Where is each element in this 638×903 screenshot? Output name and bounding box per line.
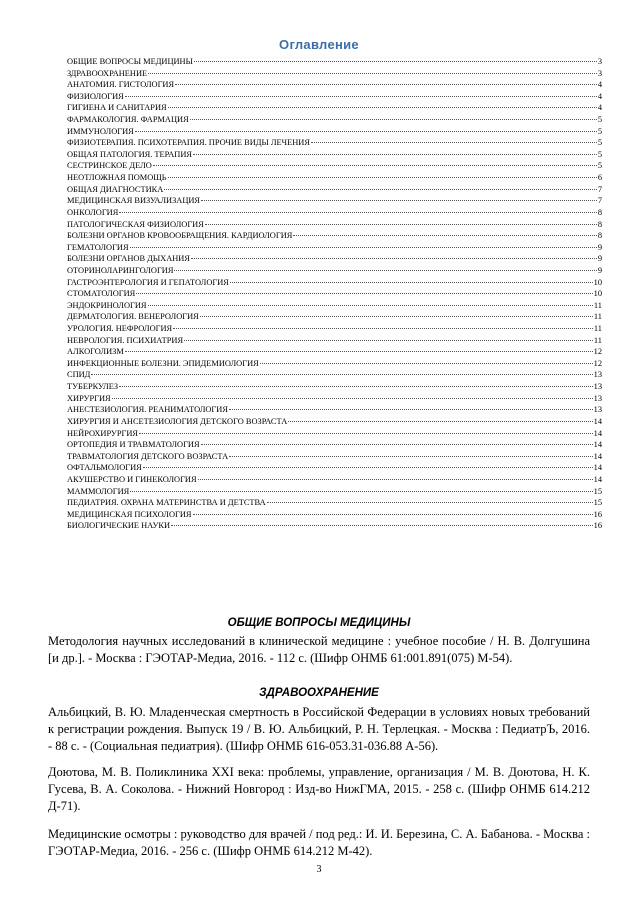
- toc-entry[interactable]: [67, 126, 602, 138]
- toc-entry-page: 14: [593, 428, 602, 438]
- toc-entry[interactable]: [67, 381, 602, 393]
- toc-entry-page: 16: [593, 509, 602, 519]
- toc-entry-page: 13: [593, 382, 602, 392]
- toc-dot-leader: [119, 386, 593, 387]
- toc-entry-page: 14: [593, 440, 602, 450]
- toc-entry-page: 5: [597, 161, 602, 171]
- toc-entry-page: 12: [593, 347, 602, 357]
- toc-dot-leader: [136, 293, 592, 294]
- toc-entry[interactable]: [67, 439, 602, 451]
- toc-entry-page: 9: [597, 242, 602, 252]
- toc-entry-label: ПАТОЛОГИЧЕСКАЯ ФИЗИОЛОГИЯ: [67, 219, 204, 229]
- toc-dot-leader: [168, 107, 597, 108]
- toc-entry-label: ТРАВМАТОЛОГИЯ ДЕТСКОГО ВОЗРАСТА: [67, 451, 229, 461]
- toc-dot-leader: [130, 247, 597, 248]
- toc-entry[interactable]: [67, 323, 602, 335]
- toc-entry-page: 9: [597, 265, 602, 275]
- toc-dot-leader: [125, 351, 593, 352]
- bibliography-entry: Доютова, М. В. Поликлиника XXI века: проблемы, управление, организация / М. В. Доютова, Н. К. Гусева, В. А. Соколова. - Нижний Новгород : Изд-во НижГМА, 2015. - 258 с. (Шифр ОНМБ 614.212 Д-71).: [48, 765, 590, 813]
- toc-entry-page: 6: [597, 173, 602, 183]
- toc-entry-label: ГЕМАТОЛОГИЯ: [67, 242, 129, 252]
- toc-entry[interactable]: [67, 160, 602, 172]
- section-heading-general-medicine: ОБЩИЕ ВОПРОСЫ МЕДИЦИНЫ: [227, 617, 411, 629]
- toc-entry[interactable]: [67, 79, 602, 91]
- toc-entry-page: 15: [593, 498, 602, 508]
- toc-entry-label: СЕСТРИНСКОЕ ДЕЛО: [67, 161, 152, 171]
- toc-dot-leader: [267, 502, 593, 503]
- toc-entry[interactable]: [67, 242, 602, 254]
- bibliography-entry: Медицинские осмотры : руководство для врачей / под ред.: И. И. Березина, С. А. Бабанова. - Москва : ГЭОТАР-Медиа, 2016. - 256 с. (Шифр ОНМБ 614.212 М-42).: [48, 827, 590, 858]
- toc-dot-leader: [311, 142, 597, 143]
- toc-entry[interactable]: [67, 207, 602, 219]
- toc-entry-page: 13: [593, 405, 602, 415]
- toc-entry[interactable]: [67, 520, 602, 532]
- toc-entry-page: 11: [593, 335, 602, 345]
- toc-entry-page: 5: [597, 115, 602, 125]
- toc-entry-label: ДЕРМАТОЛОГИЯ. ВЕНЕРОЛОГИЯ: [67, 312, 199, 322]
- toc-entry-label: АЛКОГОЛИЗМ: [67, 347, 124, 357]
- toc-entry[interactable]: [67, 68, 602, 80]
- toc-entry[interactable]: [67, 195, 602, 207]
- toc-dot-leader: [130, 491, 592, 492]
- toc-dot-leader: [153, 165, 597, 166]
- toc-entry-page: 10: [593, 277, 602, 287]
- toc-entry-page: 14: [593, 451, 602, 461]
- toc-entry-label: ФИЗИОТЕРАПИЯ. ПСИХОТЕРАПИЯ. ПРОЧИЕ ВИДЫ ЛЕЧЕНИЯ: [67, 138, 310, 148]
- toc-entry-label: НЕЙРОХИРУРГИЯ: [67, 428, 138, 438]
- toc-entry-label: ГИГИЕНА И САНИТАРИЯ: [67, 103, 167, 113]
- table-of-contents: [67, 56, 602, 532]
- toc-entry-label: АНАТОМИЯ. ГИСТОЛОГИЯ: [67, 80, 175, 90]
- toc-entry[interactable]: [67, 277, 602, 289]
- toc-entry[interactable]: [67, 102, 602, 114]
- toc-dot-leader: [139, 433, 593, 434]
- toc-entry[interactable]: [67, 451, 602, 463]
- toc-dot-leader: [171, 525, 593, 526]
- toc-entry[interactable]: [67, 346, 602, 358]
- toc-dot-leader: [194, 61, 597, 62]
- toc-entry[interactable]: [67, 428, 602, 440]
- toc-dot-leader: [201, 200, 597, 201]
- toc-entry[interactable]: [67, 497, 602, 509]
- toc-dot-leader: [173, 328, 593, 329]
- toc-entry-label: ХИРУРГИЯ: [67, 393, 111, 403]
- toc-entry[interactable]: [67, 474, 602, 486]
- toc-entry[interactable]: [67, 288, 602, 300]
- toc-entry-label: ПЕДИАТРИЯ. ОХРАНА МАТЕРИНСТВА И ДЕТСТВА: [67, 498, 266, 508]
- toc-dot-leader: [174, 270, 596, 271]
- toc-entry-page: 5: [597, 138, 602, 148]
- toc-entry-label: СТОМАТОЛОГИЯ: [67, 289, 136, 299]
- toc-entry-page: 11: [593, 324, 602, 334]
- toc-entry-label: СПИД: [67, 370, 91, 380]
- toc-entry[interactable]: [67, 230, 602, 242]
- bibliography-entry: Альбицкий, В. Ю. Младенческая смертность в Российской Федерации в условиях новых требований к регистрации рождения. Выпуск 19 / В. Ю. Альбицкий, Р. Н. Терлецкая. - Москва : ПедиатрЪ, 2016. - 88 с. - (Социальная педиатрия). (Шифр ОНМБ 616-053.31-036.88 А-56).: [48, 705, 590, 753]
- toc-dot-leader: [198, 479, 593, 480]
- toc-dot-leader: [293, 235, 596, 236]
- toc-dot-leader: [135, 131, 597, 132]
- toc-entry-page: 14: [593, 416, 602, 426]
- toc-entry-label: БОЛЕЗНИ ОРГАНОВ КРОВООБРАЩЕНИЯ. КАРДИОЛОГИЯ: [67, 231, 293, 241]
- toc-dot-leader: [125, 96, 597, 97]
- toc-dot-leader: [148, 305, 593, 306]
- toc-dot-leader: [191, 258, 597, 259]
- toc-entry-page: 11: [593, 300, 602, 310]
- toc-entry-label: ОБЩАЯ ПАТОЛОГИЯ. ТЕРАПИЯ: [67, 149, 192, 159]
- toc-entry-label: НЕВРОЛОГИЯ. ПСИХИАТРИЯ: [67, 335, 184, 345]
- toc-entry-page: 13: [593, 370, 602, 380]
- toc-entry[interactable]: [67, 219, 602, 231]
- toc-entry-label: МЕДИЦИНСКАЯ ВИЗУАЛИЗАЦИЯ: [67, 196, 201, 206]
- toc-dot-leader: [230, 282, 593, 283]
- toc-dot-leader: [91, 374, 592, 375]
- toc-dot-leader: [200, 316, 593, 317]
- toc-entry-page: 8: [597, 219, 602, 229]
- toc-dot-leader: [164, 189, 597, 190]
- toc-dot-leader: [184, 340, 593, 341]
- toc-entry[interactable]: [67, 311, 602, 323]
- toc-entry-page: 11: [593, 312, 602, 322]
- toc-entry-page: 15: [593, 486, 602, 496]
- toc-entry-label: ОФТАЛЬМОЛОГИЯ: [67, 463, 142, 473]
- toc-entry-label: ТУБЕРКУЛЕЗ: [67, 382, 119, 392]
- toc-entry-page: 8: [597, 207, 602, 217]
- toc-entry[interactable]: [67, 253, 602, 265]
- toc-entry[interactable]: [67, 369, 602, 381]
- toc-entry-page: 7: [597, 196, 602, 206]
- toc-entry-page: 9: [597, 254, 602, 264]
- toc-title: Оглавление: [279, 37, 359, 52]
- toc-entry-label: БОЛЕЗНИ ОРГАНОВ ДЫХАНИЯ: [67, 254, 190, 264]
- toc-dot-leader: [119, 212, 597, 213]
- toc-entry-label: УРОЛОГИЯ. НЕФРОЛОГИЯ: [67, 324, 173, 334]
- toc-entry-page: 12: [593, 358, 602, 368]
- toc-entry-label: ФАРМАКОЛОГИЯ. ФАРМАЦИЯ: [67, 115, 189, 125]
- toc-dot-leader: [148, 73, 597, 74]
- toc-entry-page: 4: [597, 80, 602, 90]
- toc-entry-page: 8: [597, 231, 602, 241]
- toc-dot-leader: [229, 456, 592, 457]
- toc-entry-label: НЕОТЛОЖНАЯ ПОМОЩЬ: [67, 173, 167, 183]
- toc-entry-label: МАММОЛОГИЯ: [67, 486, 130, 496]
- toc-entry[interactable]: [67, 91, 602, 103]
- toc-entry-label: ЗДРАВООХРАНЕНИЕ: [67, 68, 148, 78]
- toc-entry-page: 3: [597, 57, 602, 66]
- bibliography-entry: Методология научных исследований в клинической медицине : учебное пособие / Н. В. Долгушина [и др.]. - Москва : ГЭОТАР-Медиа, 2016. - 112 с. (Шифр ОНМБ 61:001.891(075) М-54).: [48, 634, 590, 665]
- toc-dot-leader: [193, 154, 597, 155]
- toc-entry-page: 10: [593, 289, 602, 299]
- toc-dot-leader: [229, 409, 593, 410]
- toc-entry[interactable]: [67, 300, 602, 312]
- toc-entry-page: 4: [597, 91, 602, 101]
- toc-dot-leader: [112, 398, 593, 399]
- toc-entry-label: МЕДИЦИНСКАЯ ПСИХОЛОГИЯ: [67, 509, 192, 519]
- toc-entry-label: ИНФЕКЦИОННЫЕ БОЛЕЗНИ. ЭПИДЕМИОЛОГИЯ: [67, 358, 259, 368]
- toc-entry-page: 3: [597, 68, 602, 78]
- toc-dot-leader: [205, 224, 597, 225]
- toc-entry-page: 5: [597, 126, 602, 136]
- section-heading-healthcare: ЗДРАВООХРАНЕНИЕ: [259, 687, 379, 699]
- toc-entry-page: 13: [593, 393, 602, 403]
- toc-entry-page: 7: [597, 184, 602, 194]
- page-number: 3: [316, 864, 322, 875]
- toc-entry-page: 14: [593, 463, 602, 473]
- toc-entry[interactable]: [67, 404, 602, 416]
- toc-entry[interactable]: [67, 172, 602, 184]
- toc-entry[interactable]: [67, 509, 602, 521]
- toc-entry-label: БИОЛОГИЧЕСКИЕ НАУКИ: [67, 521, 171, 531]
- toc-entry-label: ЭНДОКРИНОЛОГИЯ: [67, 300, 147, 310]
- toc-entry-page: 16: [593, 521, 602, 531]
- toc-entry-label: АКУШЕРСТВО И ГИНЕКОЛОГИЯ: [67, 474, 197, 484]
- toc-entry-page: 4: [597, 103, 602, 113]
- toc-entry[interactable]: [67, 184, 602, 196]
- toc-entry[interactable]: [67, 114, 602, 126]
- toc-entry-label: ИММУНОЛОГИЯ: [67, 126, 134, 136]
- toc-dot-leader: [168, 177, 597, 178]
- toc-dot-leader: [143, 467, 593, 468]
- toc-entry-label: ОНКОЛОГИЯ: [67, 207, 119, 217]
- toc-entry-label: ОБЩИЕ ВОПРОСЫ МЕДИЦИНЫ: [67, 57, 193, 66]
- toc-entry-label: ОБЩАЯ ДИАГНОСТИКА: [67, 184, 164, 194]
- toc-entry-label: ФИЗИОЛОГИЯ: [67, 91, 124, 101]
- toc-dot-leader: [201, 444, 593, 445]
- toc-entry[interactable]: [67, 358, 602, 370]
- toc-entry-label: ХИРУРГИЯ И АНСЕТЕЗИОЛОГИЯ ДЕТСКОГО ВОЗРАСТА: [67, 416, 288, 426]
- toc-entry-page: 5: [597, 149, 602, 159]
- toc-entry-page: 14: [593, 474, 602, 484]
- toc-entry[interactable]: [67, 265, 602, 277]
- toc-dot-leader: [288, 421, 592, 422]
- toc-dot-leader: [260, 363, 593, 364]
- toc-entry[interactable]: [67, 393, 602, 405]
- toc-entry-label: ГАСТРОЭНТЕРОЛОГИЯ И ГЕПАТОЛОГИЯ: [67, 277, 229, 287]
- toc-dot-leader: [175, 84, 597, 85]
- toc-entry-label: ОРТОПЕДИЯ И ТРАВМАТОЛОГИЯ: [67, 440, 200, 450]
- toc-entry[interactable]: [67, 56, 602, 68]
- toc-entry[interactable]: [67, 462, 602, 474]
- toc-entry[interactable]: [67, 149, 602, 161]
- toc-dot-leader: [190, 119, 597, 120]
- toc-entry[interactable]: [67, 137, 602, 149]
- toc-entry-label: АНЕСТЕЗИОЛОГИЯ. РЕАНИМАТОЛОГИЯ: [67, 405, 228, 415]
- toc-entry[interactable]: [67, 335, 602, 347]
- toc-dot-leader: [193, 514, 593, 515]
- toc-entry[interactable]: [67, 486, 602, 498]
- toc-entry[interactable]: [67, 416, 602, 428]
- toc-entry-label: ОТОРИНОЛАРИНГОЛОГИЯ: [67, 265, 174, 275]
